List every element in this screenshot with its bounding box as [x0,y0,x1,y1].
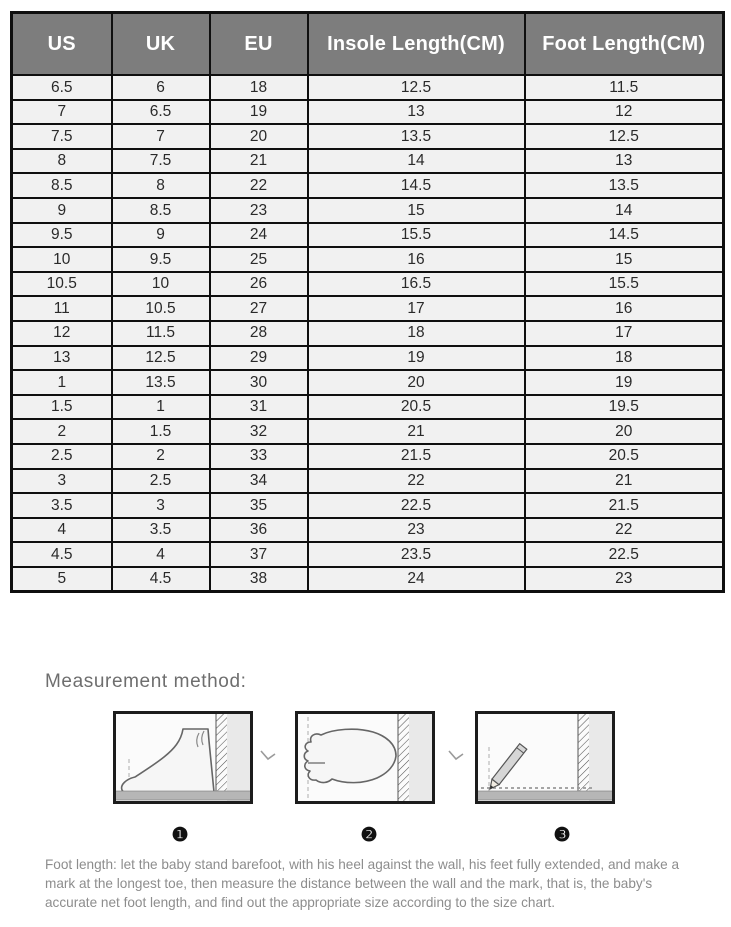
size-cell: 25 [210,247,308,272]
wall-hatch [398,713,409,802]
wall-shadow [409,713,433,802]
size-cell: 20.5 [525,444,724,469]
table-row [12,272,724,297]
size-cell: 6.5 [12,75,112,100]
size-cell: 18 [308,321,525,346]
size-cell: 7 [112,124,210,149]
size-cell: 12 [12,321,112,346]
size-cell: 16 [525,296,724,321]
size-cell: 11 [12,296,112,321]
size-cell: 13.5 [525,173,724,198]
size-cell: 4 [12,518,112,543]
size-cell: 36 [210,518,308,543]
size-cell: 23.5 [308,542,525,567]
size-cell: 3.5 [12,493,112,518]
size-cell: 21.5 [308,444,525,469]
size-cell: 19.5 [525,395,724,420]
size-cell: 15.5 [308,223,525,248]
table-row [12,567,724,592]
size-cell: 15.5 [525,272,724,297]
size-cell: 20 [308,370,525,395]
size-cell: 12.5 [308,75,525,100]
size-cell: 20 [525,419,724,444]
header-row [12,13,724,76]
size-cell: 2 [12,419,112,444]
table-row [12,444,724,469]
size-cell: 8.5 [12,173,112,198]
measurement-step-1-panel [113,711,253,804]
size-cell: 7.5 [112,149,210,174]
size-cell: 1.5 [112,419,210,444]
size-cell: 9 [112,223,210,248]
size-cell: 32 [210,419,308,444]
table-row [12,493,724,518]
step-1-badge: ❶ [171,825,189,846]
size-cell: 19 [308,346,525,371]
foot-top-outline [304,729,396,782]
size-cell: 4 [112,542,210,567]
size-cell: 10.5 [112,296,210,321]
size-cell: 4.5 [112,567,210,592]
size-cell: 22.5 [525,542,724,567]
table-row [12,75,724,100]
size-cell: 35 [210,493,308,518]
wall-shadow [227,713,251,802]
size-cell: 5 [12,567,112,592]
pencil-marking-illustration [475,711,615,804]
size-table-body [12,75,724,592]
size-cell: 2.5 [12,444,112,469]
size-cell: 11.5 [525,75,724,100]
column-header-eu: EU [210,13,308,76]
size-cell: 10.5 [12,272,112,297]
size-cell: 12.5 [112,346,210,371]
size-cell: 22 [210,173,308,198]
step-2-badge: ❷ [360,825,378,846]
size-cell: 23 [210,198,308,223]
size-cell: 3 [112,493,210,518]
table-row [12,370,724,395]
size-cell: 26 [210,272,308,297]
column-header-insole-length-cm: Insole Length(CM) [308,13,525,76]
table-row [12,173,724,198]
size-cell: 23 [308,518,525,543]
size-cell: 14.5 [308,173,525,198]
wall-hatch [216,713,227,799]
size-cell: 24 [210,223,308,248]
size-cell: 13.5 [112,370,210,395]
size-cell: 23 [525,567,724,592]
wall-shadow [589,713,613,802]
size-cell: 13 [525,149,724,174]
size-cell: 30 [210,370,308,395]
step-3-badge: ❸ [553,825,571,846]
size-cell: 6 [112,75,210,100]
size-cell: 28 [210,321,308,346]
size-cell: 29 [210,346,308,371]
measurement-step-2-panel [295,711,435,804]
size-cell: 7 [12,100,112,125]
table-row [12,198,724,223]
size-cell: 14.5 [525,223,724,248]
size-cell: 1 [12,370,112,395]
size-cell: 8 [112,173,210,198]
size-cell: 18 [210,75,308,100]
foot-side-view-illustration [113,711,253,804]
size-cell: 21 [308,419,525,444]
size-cell: 12 [525,100,724,125]
size-cell: 33 [210,444,308,469]
size-cell: 20.5 [308,395,525,420]
measurement-step-3-panel [475,711,615,804]
size-cell: 21 [525,469,724,494]
table-row [12,124,724,149]
size-cell: 13.5 [308,124,525,149]
size-cell: 20 [210,124,308,149]
size-cell: 31 [210,395,308,420]
size-cell: 1.5 [12,395,112,420]
table-row [12,223,724,248]
size-cell: 34 [210,469,308,494]
size-cell: 15 [525,247,724,272]
size-cell: 27 [210,296,308,321]
floor-bar [477,791,613,800]
measurement-method-section [0,661,731,927]
table-row [12,247,724,272]
size-cell: 19 [525,370,724,395]
size-cell: 14 [525,198,724,223]
size-cell: 19 [210,100,308,125]
measurement-method-title: Measurement method: [45,671,247,692]
size-cell: 9.5 [112,247,210,272]
size-cell: 21 [210,149,308,174]
size-cell: 7.5 [12,124,112,149]
size-cell: 13 [12,346,112,371]
size-cell: 16.5 [308,272,525,297]
size-cell: 2.5 [112,469,210,494]
table-row [12,419,724,444]
next-step-arrow-icon [259,749,277,763]
size-cell: 17 [525,321,724,346]
size-cell: 38 [210,567,308,592]
size-cell: 13 [308,100,525,125]
size-cell: 6.5 [112,100,210,125]
size-cell: 8 [12,149,112,174]
size-cell: 10 [112,272,210,297]
size-cell: 15 [308,198,525,223]
size-cell: 4.5 [12,542,112,567]
size-cell: 17 [308,296,525,321]
next-step-arrow-icon [447,749,465,763]
size-cell: 22.5 [308,493,525,518]
size-cell: 9.5 [12,223,112,248]
table-row [12,149,724,174]
size-cell: 12.5 [525,124,724,149]
size-cell: 10 [12,247,112,272]
size-cell: 8.5 [112,198,210,223]
table-row [12,395,724,420]
size-cell: 22 [525,518,724,543]
table-row [12,321,724,346]
wall-hatch [578,713,589,799]
column-header-uk: UK [112,13,210,76]
size-cell: 37 [210,542,308,567]
table-row [12,346,724,371]
size-cell: 18 [525,346,724,371]
size-cell: 21.5 [525,493,724,518]
column-header-us: US [12,13,112,76]
column-header-foot-length-cm: Foot Length(CM) [525,13,724,76]
table-row [12,469,724,494]
size-chart-table [10,11,725,593]
size-cell: 14 [308,149,525,174]
size-cell: 11.5 [112,321,210,346]
size-cell: 2 [112,444,210,469]
size-cell: 16 [308,247,525,272]
foot-length-description: Foot length: let the baby stand barefoot, with his heel against the wall, his feet fully extended, and make a mark at the longest toe, then measure the distance between the wall and the mark, that is, the baby's accurate net foot length, and find out the appropriate size according to the size chart. [45,857,680,910]
foot-top-view-illustration [295,711,435,804]
size-cell: 24 [308,567,525,592]
table-row [12,518,724,543]
size-cell: 22 [308,469,525,494]
table-row [12,542,724,567]
table-row [12,296,724,321]
size-cell: 1 [112,395,210,420]
size-cell: 9 [12,198,112,223]
size-cell: 3.5 [112,518,210,543]
table-row [12,100,724,125]
size-cell: 3 [12,469,112,494]
floor-bar [115,791,251,800]
